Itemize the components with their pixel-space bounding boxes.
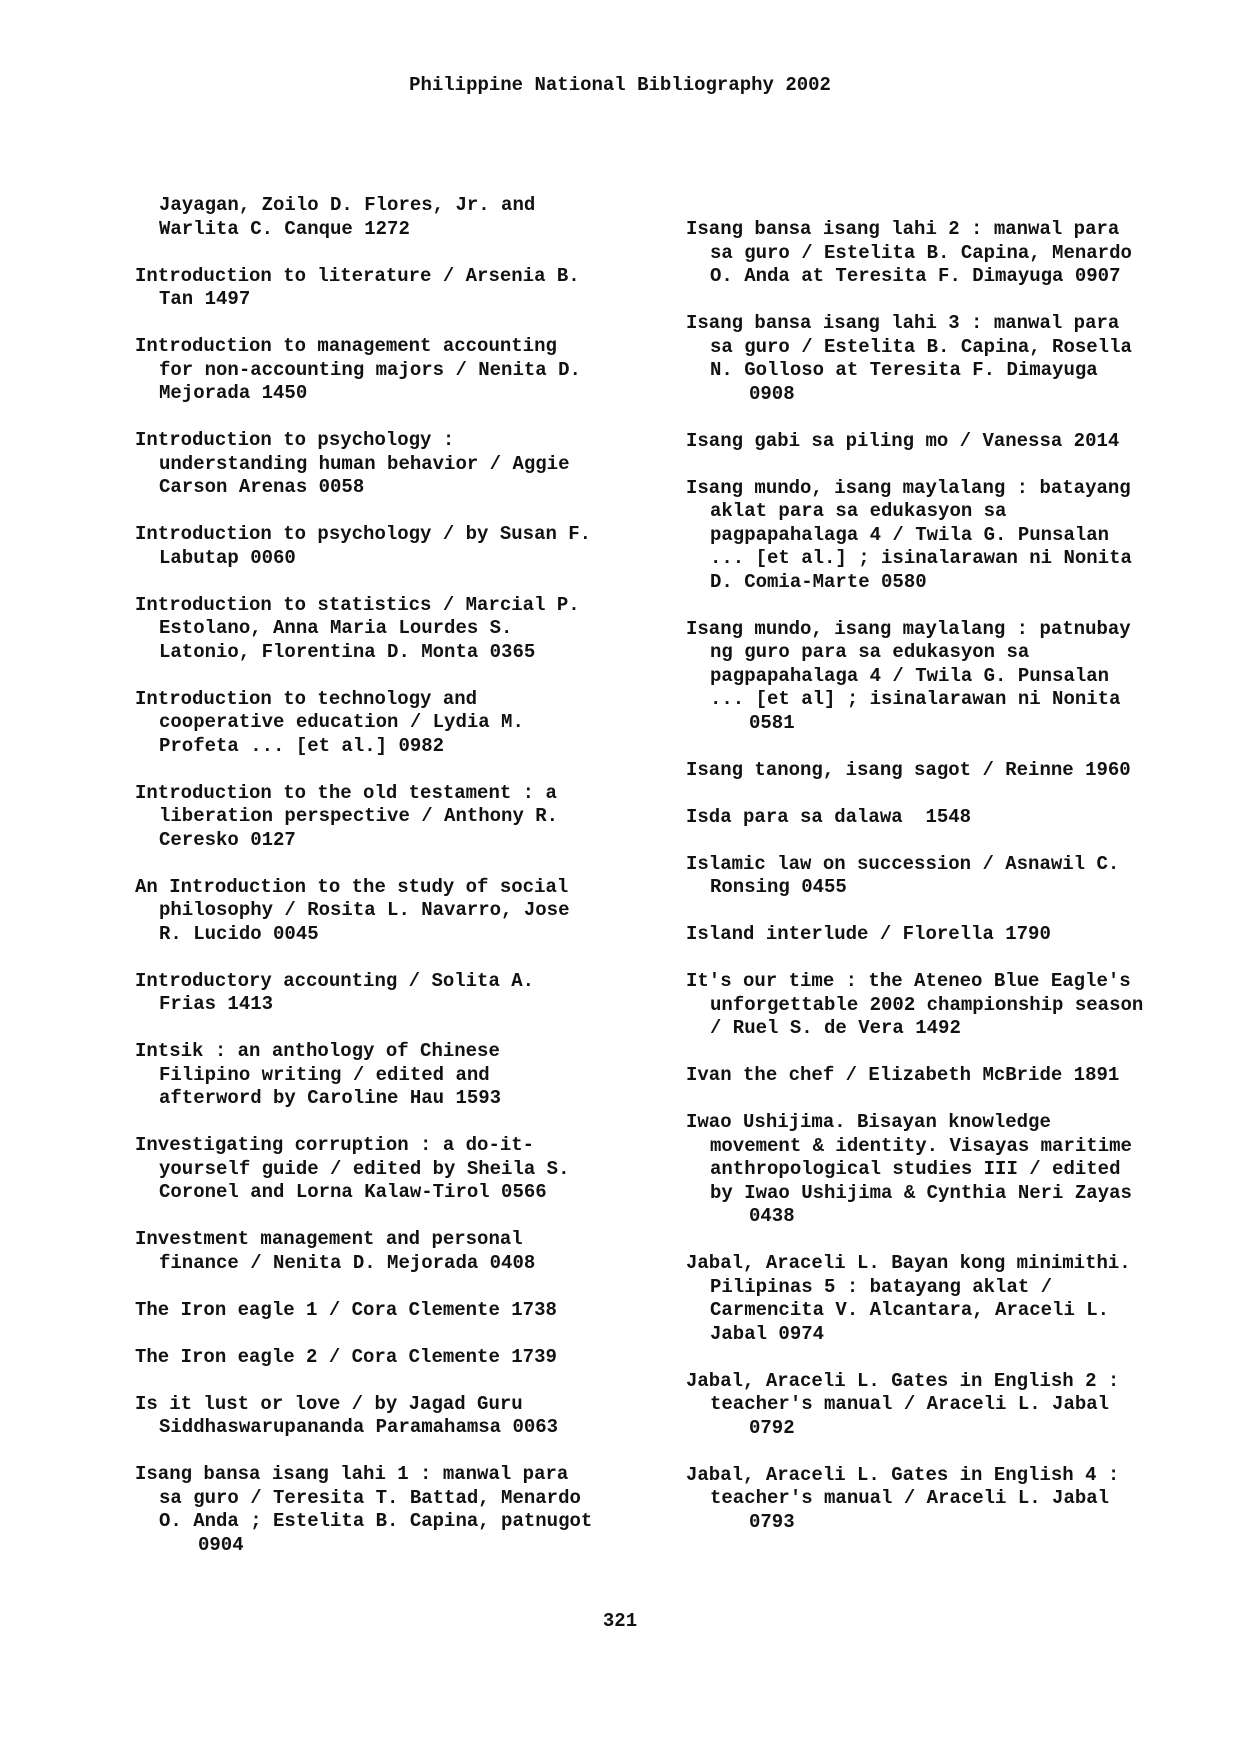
- entry-line: Introduction to the old testament : a: [135, 781, 557, 804]
- bibliography-entry: [135, 265, 675, 312]
- entry-line: Introductory accounting / Solita A.: [135, 969, 535, 992]
- bibliography-entry: [686, 218, 1226, 289]
- bibliography-entry: [135, 688, 675, 759]
- bibliography-entry: [135, 970, 675, 1017]
- entry-line: Pilipinas 5 : batayang aklat /: [710, 1275, 1053, 1298]
- entry-line: Introduction to psychology / by Susan F.: [135, 523, 592, 545]
- entry-line: aklat para sa edukasyon sa: [710, 500, 1007, 522]
- entry-line: Coronel and Lorna Kalaw-Tirol 0566: [159, 1181, 547, 1203]
- entry-line: philosophy / Rosita L. Navarro, Jose: [159, 899, 570, 921]
- bibliography-entry: [686, 477, 1226, 595]
- entry-line: Filipino writing / edited and: [159, 1063, 490, 1086]
- entry-line: Carson Arenas 0058: [159, 476, 365, 498]
- entry-line: Isang bansa isang lahi 1 : manwal para: [135, 1463, 569, 1485]
- bibliography-entry: [135, 1228, 675, 1275]
- entry-line: An Introduction to the study of social: [135, 875, 569, 898]
- entry-line: teacher's manual / Araceli L. Jabal: [710, 1393, 1110, 1415]
- entry-line: anthropological studies III / edited: [710, 1158, 1121, 1180]
- bibliography-entry: [686, 618, 1226, 736]
- entry-line: cooperative education / Lydia M.: [159, 711, 524, 733]
- entry-line: ... [et al.] ; isinalarawan ni Nonita: [710, 547, 1132, 569]
- entry-line: teacher's manual / Araceli L. Jabal: [710, 1487, 1110, 1509]
- entry-line: Isang gabi sa piling mo / Vanessa 2014: [686, 429, 1120, 452]
- bibliography-entry: [135, 876, 675, 947]
- entry-line: afterword by Caroline Hau 1593: [159, 1087, 502, 1109]
- bibliography-entry: [686, 1464, 1226, 1535]
- entry-line: Siddhaswarupananda Paramahamsa 0063: [159, 1416, 559, 1438]
- bibliography-entry: [686, 1252, 1226, 1346]
- entry-line: Warlita C. Canque 1272: [159, 217, 410, 240]
- entry-line: Jayagan, Zoilo D. Flores, Jr. and: [159, 194, 536, 216]
- entry-line: sa guro / Teresita T. Battad, Menardo: [159, 1486, 581, 1509]
- entry-line: understanding human behavior / Aggie: [159, 452, 570, 475]
- entry-line: 0793: [749, 1510, 795, 1533]
- bibliography-entry: [135, 1134, 675, 1205]
- entry-line: Estolano, Anna Maria Lourdes S.: [159, 617, 513, 639]
- entry-line: It's our time : the Ateneo Blue Eagle's: [686, 970, 1131, 992]
- entry-line: Iwao Ushijima. Bisayan knowledge: [686, 1111, 1051, 1133]
- bibliography-entry: [135, 782, 675, 853]
- entry-line: Ronsing 0455: [710, 876, 847, 898]
- entry-line: O. Anda ; Estelita B. Capina, patnugot: [159, 1510, 593, 1532]
- entry-line: by Iwao Ushijima & Cynthia Neri Zayas: [710, 1181, 1132, 1204]
- entry-line: for non-accounting majors / Nenita D.: [159, 358, 581, 381]
- entry-line: pagpapahalaga 4 / Twila G. Punsalan: [710, 523, 1110, 546]
- entry-line: 0792: [749, 1416, 795, 1439]
- entry-line: Jabal, Araceli L. Gates in English 2 :: [686, 1369, 1120, 1392]
- entry-line: Ceresko 0127: [159, 828, 296, 851]
- entry-line: Jabal 0974: [710, 1322, 825, 1345]
- entry-line: Labutap 0060: [159, 546, 296, 569]
- entry-line: Carmencita V. Alcantara, Araceli L.: [710, 1299, 1110, 1321]
- entry-line: movement & identity. Visayas maritime: [710, 1134, 1132, 1157]
- entry-line: Introduction to literature / Arsenia B.: [135, 264, 580, 287]
- entry-line: Jabal, Araceli L. Gates in English 4 :: [686, 1463, 1120, 1486]
- bibliography-entry: [135, 429, 675, 500]
- entry-line: N. Golloso at Teresita F. Dimayuga: [710, 359, 1098, 381]
- entry-line: sa guro / Estelita B. Capina, Rosella: [710, 335, 1132, 358]
- bibliography-entry: [135, 1040, 675, 1111]
- entry-line: pagpapahalaga 4 / Twila G. Punsalan: [710, 664, 1110, 687]
- entry-line: Jabal, Araceli L. Bayan kong minimithi.: [686, 1252, 1131, 1274]
- bibliography-entry: [686, 1370, 1226, 1441]
- bibliography-entry: [686, 853, 1226, 900]
- entry-line: Island interlude / Florella 1790: [686, 923, 1051, 945]
- entry-line: 0908: [749, 382, 795, 405]
- entry-line: Frias 1413: [159, 993, 274, 1015]
- entry-line: Intsik : an anthology of Chinese: [135, 1040, 500, 1062]
- bibliography-entry: [686, 970, 1226, 1041]
- entry-line: Isang bansa isang lahi 2 : manwal para: [686, 218, 1120, 240]
- bibliography-entry: [686, 923, 1226, 947]
- left-column: [135, 194, 675, 1581]
- entry-line: Investment management and personal: [135, 1228, 523, 1250]
- entry-line: The Iron eagle 1 / Cora Clemente 1738: [135, 1298, 557, 1321]
- entry-line: Latonio, Florentina D. Monta 0365: [159, 640, 536, 663]
- bibliography-entry: [135, 194, 675, 241]
- entry-line: Investigating corruption : a do-it-: [135, 1134, 535, 1156]
- bibliography-entry: [686, 430, 1226, 454]
- bibliography-entry: [686, 1111, 1226, 1229]
- entry-line: ng guro para sa edukasyon sa: [710, 641, 1030, 663]
- entry-line: 0904: [198, 1533, 244, 1556]
- entry-line: Isang tanong, isang sagot / Reinne 1960: [686, 758, 1131, 781]
- page-number: 321: [602, 1610, 638, 1632]
- entry-line: Introduction to psychology :: [135, 429, 455, 451]
- entry-line: yourself guide / edited by Sheila S.: [159, 1157, 570, 1180]
- entry-line: D. Comia-Marte 0580: [710, 570, 927, 593]
- bibliography-entry: [686, 1064, 1226, 1088]
- entry-line: 0438: [749, 1205, 795, 1227]
- entry-line: O. Anda at Teresita F. Dimayuga 0907: [710, 265, 1121, 287]
- entry-line: 0581: [749, 711, 795, 734]
- entry-line: / Ruel S. de Vera 1492: [710, 1017, 961, 1039]
- entry-line: Isda para sa dalawa 1548: [686, 805, 972, 828]
- entry-line: Islamic law on succession / Asnawil C.: [686, 852, 1120, 875]
- entry-line: R. Lucido 0045: [159, 922, 319, 945]
- right-column: [686, 218, 1226, 1558]
- entry-line: Tan 1497: [159, 288, 251, 310]
- bibliography-entry: [135, 1346, 675, 1370]
- entry-line: The Iron eagle 2 / Cora Clemente 1739: [135, 1345, 557, 1368]
- entry-line: sa guro / Estelita B. Capina, Menardo: [710, 241, 1132, 264]
- entry-line: Profeta ... [et al.] 0982: [159, 734, 445, 757]
- bibliography-entry: [135, 594, 675, 665]
- entry-line: Mejorada 1450: [159, 382, 308, 404]
- entry-line: unforgettable 2002 championship season: [710, 993, 1144, 1016]
- bibliography-entry: [135, 523, 675, 570]
- entry-line: Ivan the chef / Elizabeth McBride 1891: [686, 1064, 1120, 1086]
- bibliography-entry: [135, 335, 675, 406]
- bibliography-entry: [135, 1299, 675, 1323]
- entry-line: ... [et al] ; isinalarawan ni Nonita: [710, 688, 1121, 710]
- entry-line: Introduction to statistics / Marcial P.: [135, 593, 580, 616]
- entry-line: Is it lust or love / by Jagad Guru: [135, 1392, 523, 1415]
- bibliography-entry: [686, 806, 1226, 830]
- bibliography-entry: [686, 312, 1226, 406]
- bibliography-entry: [135, 1463, 675, 1557]
- entry-line: Introduction to management accounting: [135, 335, 557, 357]
- page-header-title: Philippine National Bibliography 2002: [409, 74, 831, 96]
- entry-line: Introduction to technology and: [135, 687, 478, 710]
- entry-line: finance / Nenita D. Mejorada 0408: [159, 1251, 536, 1274]
- entry-line: Isang mundo, isang maylalang : patnubay: [686, 617, 1131, 640]
- entry-line: Isang bansa isang lahi 3 : manwal para: [686, 312, 1120, 334]
- bibliography-entry: [686, 759, 1226, 783]
- entry-line: Isang mundo, isang maylalang : batayang: [686, 476, 1131, 499]
- bibliography-entry: [135, 1393, 675, 1440]
- entry-line: liberation perspective / Anthony R.: [159, 805, 559, 827]
